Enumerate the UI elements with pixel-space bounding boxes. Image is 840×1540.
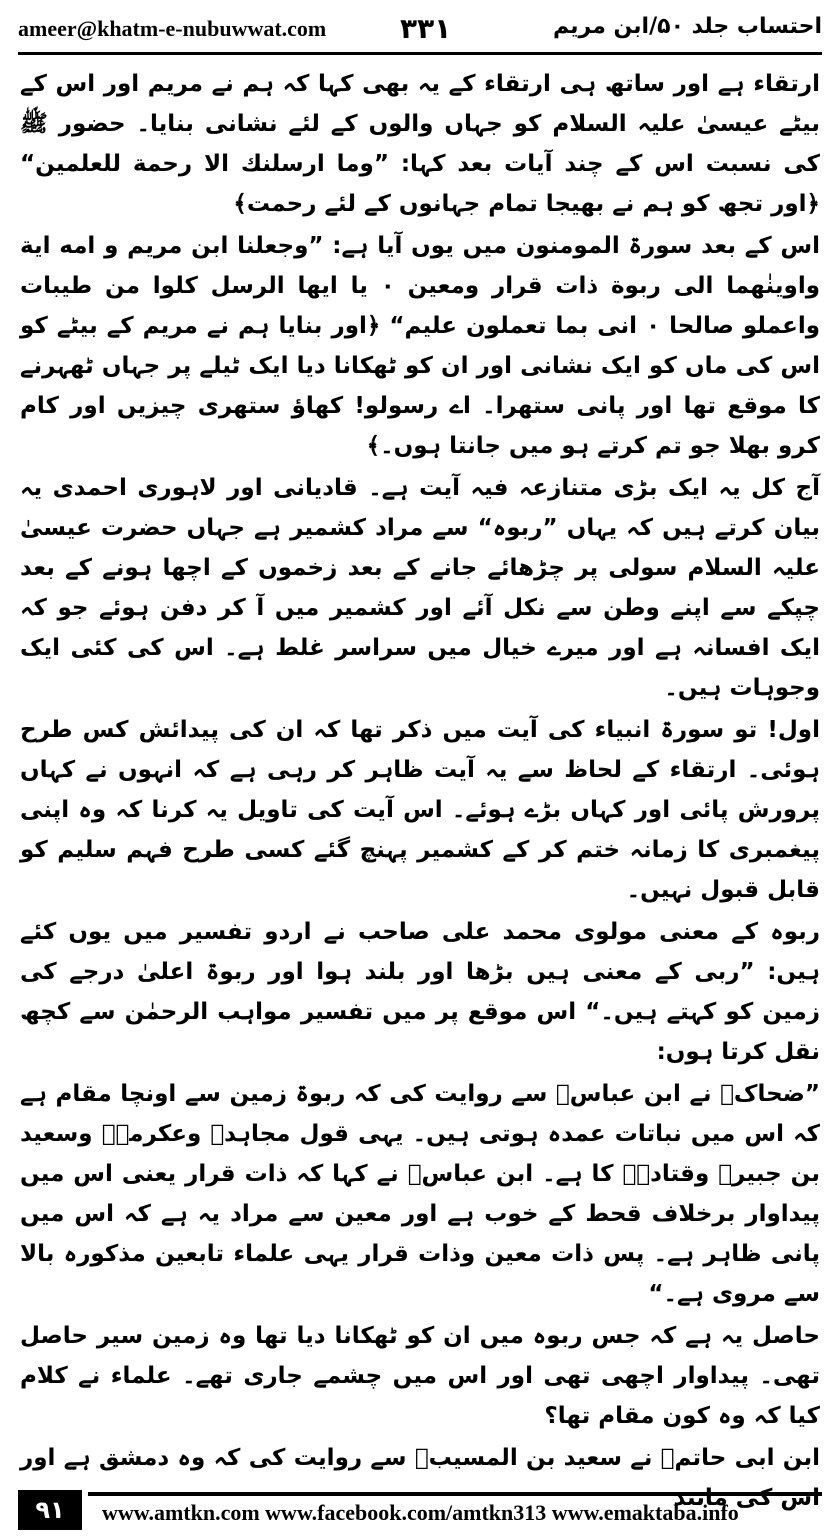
header-rule [18,52,822,55]
paragraph-6-quotation: ”ضحاکؒ نے ابن عباسؓ سے روایت کی کہ ربوۃ زمین سے اونچا مقام ہے کہ اس میں نباتات عمدہ ہوتی ہیں۔ یہی قول مجاہدؒ وعکرمہؒ وسعید بن جبیرؒ وقتادہؒ کا ہے۔ ابن عباسؓ نے کہا کہ ذات قرار یعنی اس میں پیداوار برخلاف قحط کے خوب ہے اور معین سے مراد یہ ہے کہ اس میں پانی ظاہر ہے۔ پس ذات معین وذات قرار یہی علماء تابعین مذکورہ بالا سے مروی ہے۔“ [20,1081,820,1307]
footer-rule [88,1492,822,1496]
header-page-number: ۳۳۱ [400,12,452,45]
paragraph-5: ربوہ کے معنی مولوی محمد علی صاحب نے اردو تفسیر میں یوں کئے ہیں: ”ربی کے معنی ہیں بڑھا اور بلند ہوا اور ربوۃ اعلیٰ درجے کی زمین کو کہتے ہیں۔“ اس موقع پر میں تفسیر مواہب الرحمٰن سے کچھ نقل کرتا ہوں: [20,919,820,1065]
header-email: ameer@khatm-e-nubuwwat.com [18,16,327,41]
paragraph-1: ارتقاء ہے اور ساتھ ہی ارتقاء کے یہ بھی کہا کہ ہم نے مریم اور اس کے بیٹے عیسیٰ علیہ السلام کو جہاں والوں کے لئے نشانی بنایا۔ حضور ﷺ کی نسبت اس کے چند آیات بعد کہا: ”وما ارسلنك الا رحمة للعلمين“ ﴿اور تجھ کو ہم نے بھیجا تمام جہانوں کے لئے رحمت﴾ [20,71,820,217]
paragraph-4: اول! تو سورۃ انبیاء کی آیت میں ذکر تھا کہ ان کی پیدائش کس طرح ہوئی۔ ارتقاء کے لحاظ سے یہ آیت ظاہر کر رہی ہے کہ انہوں نے کہاں پرورش پائی اور کہاں بڑے ہوئے۔ اس آیت کی تاویل یہ کرنا کہ وہ اپنی پیغمبری کا زمانہ ختم کر کے کشمیر پہنچ گئے کسی طرح فہم سلیم کو قابل قبول نہیں۔ [20,717,820,903]
paragraph-7: حاصل یہ ہے کہ جس ربوہ میں ان کو ٹھکانا دیا تھا وہ زمین سیر حاصل تھی۔ پیداوار اچھی تھی اور اس میں چشمے جاری تھے۔ علماء نے کلام کیا کہ وہ کون مقام تھا؟ [20,1323,820,1429]
footer-page-number: ۹۱ [18,1490,82,1530]
footer-links[interactable]: www.amtkn.com www.facebook.com/amtkn313 www.emaktaba.info [102,1500,739,1525]
paragraph-8: ابن ابی حاتمؒ نے سعید بن المسیبؒ سے روایت کی کہ وہ دمشق ہے اور اس کی مانند [20,1445,820,1511]
header-book-title: احتساب جلد ۵۰/ابن مریم [553,14,822,39]
page-footer [18,1490,822,1530]
paragraph-2: اس کے بعد سورۃ المومنون میں یوں آیا ہے: ”وجعلنا ابن مريم و امه اية واوينٰهما الى ربوة ذات قرار ومعين ۰ يا ايها الرسل كلوا من طيبات واعملو صالحا ۰ انى بما تعملون عليم“ ﴿اور بنایا ہم نے مریم کے بیٹے کو اس کی ماں کو ایک نشانی اور ان کو ٹھکانا دیا ایک ٹیلے پر جہاں ٹھہرنے کا موقع تھا اور پانی ستھرا۔ اے رسولو! کھاؤ ستھری چیزیں اور کام کرو بھلا جو تم کرتے ہو میں جانتا ہوں۔﴾ [20,233,820,459]
paragraph-3: آج کل یہ ایک بڑی متنازعہ فیہ آیت ہے۔ قادیانی اور لاہوری احمدی یہ بیان کرتے ہیں کہ یہاں ”ربوہ“ سے مراد کشمیر ہے جہاں حضرت عیسیٰ علیہ السلام سولی پر چڑھائے جانے کے بعد زخموں کے اچھا ہونے کے بعد چپکے سے اپنے وطن سے نکل آئے اور کشمیر میں آ کر دفن ہوئے جو کہ ایک افسانہ ہے اور میرے خیال میں سراسر غلط ہے۔ اس کی کئی ایک وجوہات ہیں۔ [20,475,820,701]
page-header [18,12,822,52]
